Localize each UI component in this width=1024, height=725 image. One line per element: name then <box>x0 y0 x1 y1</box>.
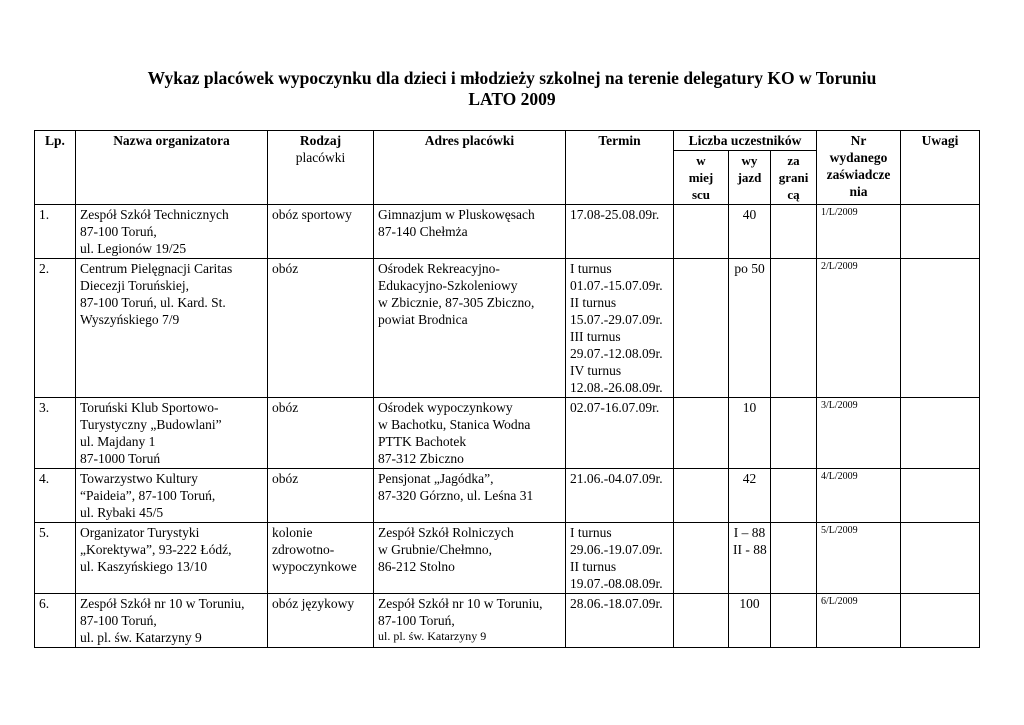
row-certificate: 3/L/2009 <box>817 398 901 469</box>
row-trip: 100 <box>729 594 771 648</box>
title-line-2: LATO 2009 <box>468 89 556 109</box>
row-term: I turnus 01.07.-15.07.09r. II turnus 15.07.-29.07.09r. III turnus 29.07.-12.08.09r. IV turnus 12.08.-26.08.09r. <box>566 259 674 398</box>
row-in-place <box>674 523 729 594</box>
row-certificate: 1/L/2009 <box>817 205 901 259</box>
row-type: obóz językowy <box>268 594 374 648</box>
header-term: Termin <box>566 131 674 205</box>
table-row <box>35 205 980 259</box>
row-address: Gimnazjum w Pluskowęsach 87-140 Chełmża <box>374 205 566 259</box>
row-term: 17.08-25.08.09r. <box>566 205 674 259</box>
row-address: Pensjonat „Jagódka”, 87-320 Górzno, ul. Leśna 31 <box>374 469 566 523</box>
row-organizer: Zespół Szkół Technicznych 87-100 Toruń, ul. Legionów 19/25 <box>76 205 268 259</box>
row-notes <box>901 469 980 523</box>
row-address: Ośrodek Rekreacyjno- Edukacyjno-Szkoleniowy w Zbicznie, 87-305 Zbiczno, powiat Brodnica <box>374 259 566 398</box>
header-abroad: za grani cą <box>771 151 817 205</box>
row-abroad <box>771 205 817 259</box>
table-row <box>35 259 980 398</box>
title-line-1: Wykaz placówek wypoczynku dla dzieci i młodzieży szkolnej na terenie delegatury KO w Toruniu <box>147 68 877 88</box>
row-in-place <box>674 594 729 648</box>
row-type: obóz <box>268 469 374 523</box>
row-organizer: Organizator Turystyki „Korektywa”, 93-222 Łódź, ul. Kaszyńskiego 13/10 <box>76 523 268 594</box>
row-lp: 2. <box>35 259 76 398</box>
row-certificate: 5/L/2009 <box>817 523 901 594</box>
row-abroad <box>771 469 817 523</box>
row-lp: 4. <box>35 469 76 523</box>
row-notes <box>901 523 980 594</box>
row-address: Ośrodek wypoczynkowy w Bachotku, Stanica Wodna PTTK Bachotek 87-312 Zbiczno <box>374 398 566 469</box>
row-in-place <box>674 205 729 259</box>
row-trip: 40 <box>729 205 771 259</box>
header-type: Rodzaj placówki <box>268 131 374 205</box>
row-term: I turnus 29.06.-19.07.09r. II turnus 19.07.-08.08.09r. <box>566 523 674 594</box>
row-abroad <box>771 523 817 594</box>
row-type: obóz <box>268 398 374 469</box>
row-certificate: 2/L/2009 <box>817 259 901 398</box>
header-trip: wy jazd <box>729 151 771 205</box>
row-abroad <box>771 398 817 469</box>
row-certificate: 6/L/2009 <box>817 594 901 648</box>
row-type: obóz <box>268 259 374 398</box>
row-address: Zespół Szkół Rolniczych w Grubnie/Chełmno, 86-212 Stolno <box>374 523 566 594</box>
row-in-place <box>674 469 729 523</box>
row-lp: 1. <box>35 205 76 259</box>
row-organizer: Towarzystwo Kultury “Paideia”, 87-100 Toruń, ul. Rybaki 45/5 <box>76 469 268 523</box>
header-notes: Uwagi <box>901 131 980 205</box>
row-term: 28.06.-18.07.09r. <box>566 594 674 648</box>
row-term: 21.06.-04.07.09r. <box>566 469 674 523</box>
header-participants: Liczba uczestników <box>674 131 817 151</box>
header-lp: Lp. <box>35 131 76 205</box>
row-organizer: Toruński Klub Sportowo- Turystyczny „Budowlani” ul. Majdany 1 87-1000 Toruń <box>76 398 268 469</box>
row-trip: I – 88 II - 88 <box>729 523 771 594</box>
row-lp: 3. <box>35 398 76 469</box>
row-trip: po 50 <box>729 259 771 398</box>
row-in-place <box>674 398 729 469</box>
table-row <box>35 469 980 523</box>
row-trip: 42 <box>729 469 771 523</box>
header-row <box>35 131 980 151</box>
row-notes <box>901 594 980 648</box>
row-term: 02.07-16.07.09r. <box>566 398 674 469</box>
row-trip: 10 <box>729 398 771 469</box>
header-certificate: Nr wydanego zaświadcze nia <box>817 131 901 205</box>
table-row <box>35 398 980 469</box>
row-abroad <box>771 594 817 648</box>
header-organizer: Nazwa organizatora <box>76 131 268 205</box>
row-organizer: Centrum Pielęgnacji Caritas Diecezji Toruńskiej, 87-100 Toruń, ul. Kard. St. Wyszyńskiego 7/9 <box>76 259 268 398</box>
row-address: Zespół Szkół nr 10 w Toruniu, 87-100 Toruń, ul. pl. św. Katarzyny 9 <box>374 594 566 648</box>
header-in-place: w miej scu <box>674 151 729 205</box>
table-row <box>35 594 980 648</box>
row-notes <box>901 259 980 398</box>
document-title <box>0 68 1024 110</box>
row-notes <box>901 398 980 469</box>
row-lp: 6. <box>35 594 76 648</box>
row-certificate: 4/L/2009 <box>817 469 901 523</box>
row-in-place <box>674 259 729 398</box>
row-lp: 5. <box>35 523 76 594</box>
camps-table <box>34 130 980 648</box>
row-abroad <box>771 259 817 398</box>
row-notes <box>901 205 980 259</box>
header-address: Adres placówki <box>374 131 566 205</box>
row-organizer: Zespół Szkół nr 10 w Toruniu, 87-100 Toruń, ul. pl. św. Katarzyny 9 <box>76 594 268 648</box>
row-type: obóz sportowy <box>268 205 374 259</box>
row-type: kolonie zdrowotno- wypoczynkowe <box>268 523 374 594</box>
table-row <box>35 523 980 594</box>
